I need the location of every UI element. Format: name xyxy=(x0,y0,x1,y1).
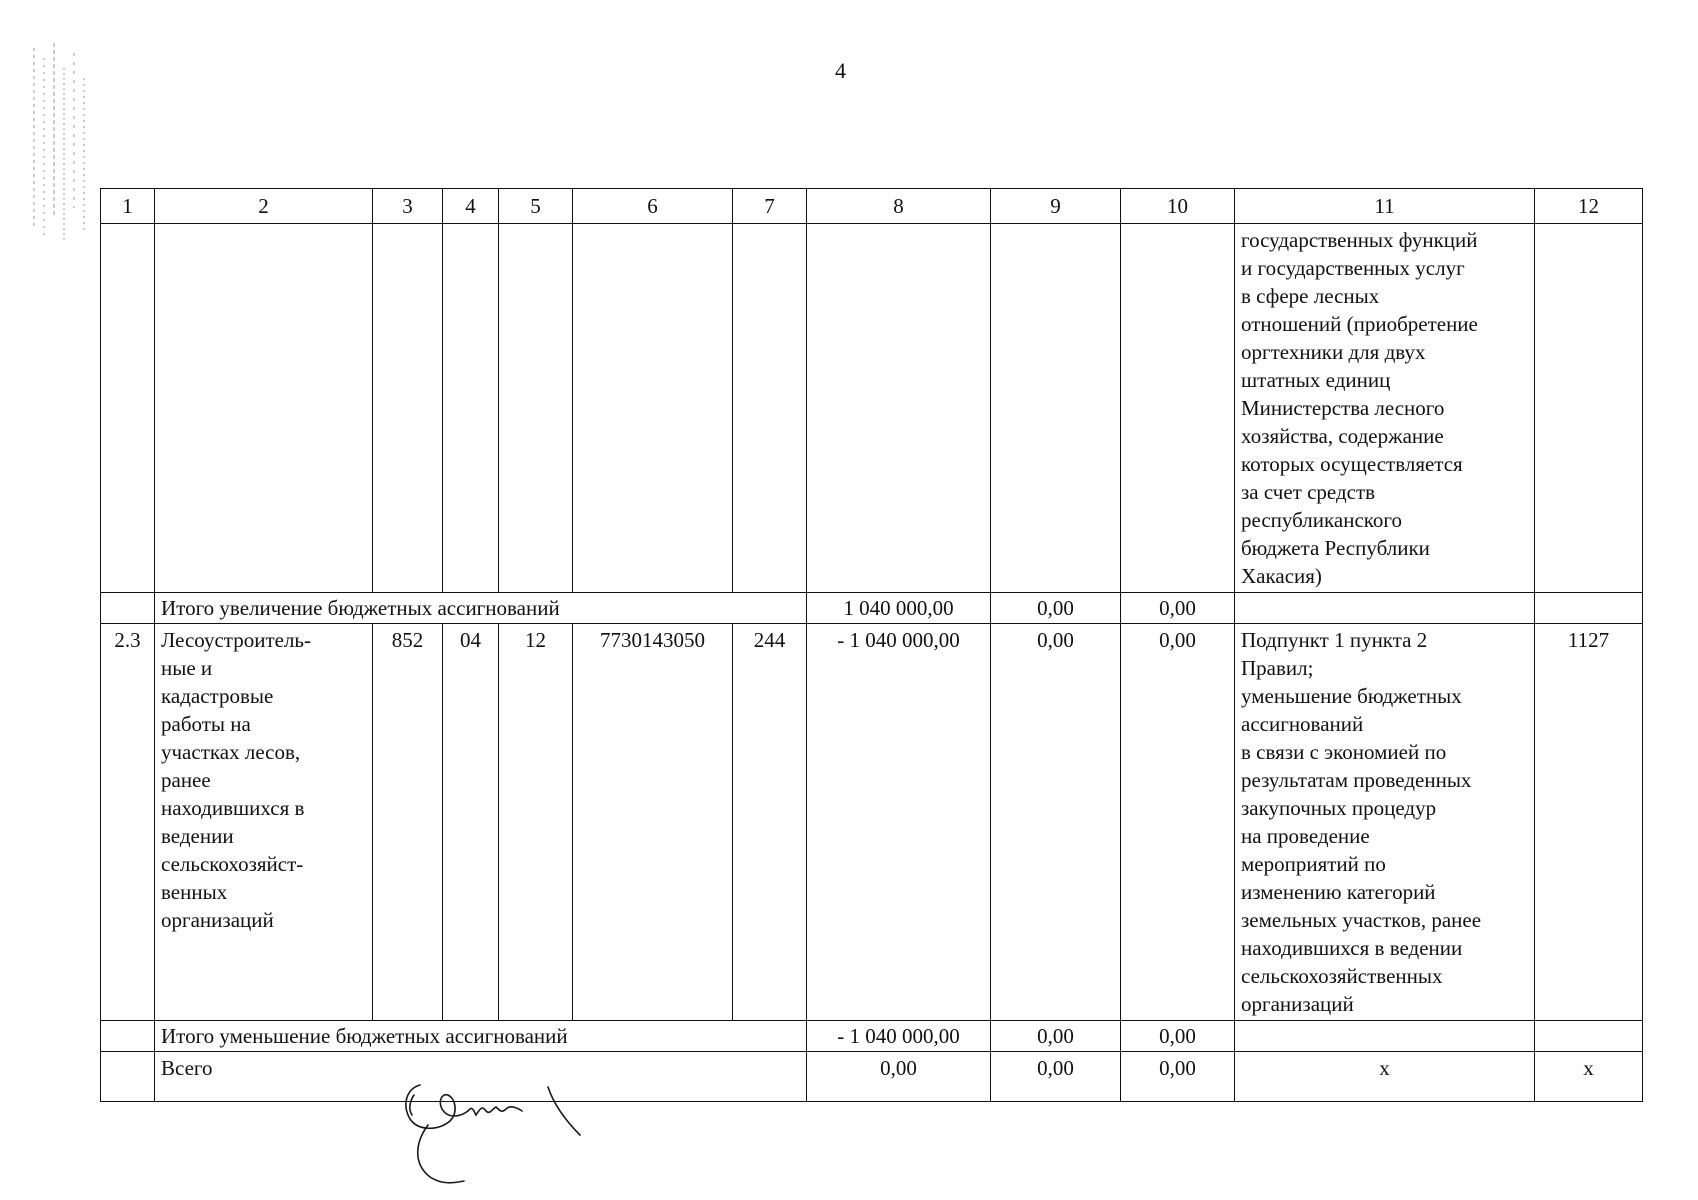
grand-total-col12: x xyxy=(1535,1052,1643,1102)
text-line: сельскохозяйст- xyxy=(161,852,304,876)
text-line: кадастровые xyxy=(161,684,274,708)
text-line: работы на xyxy=(161,712,251,736)
row-col10: 0,00 xyxy=(1121,624,1235,1021)
text-line: Министерства лесного xyxy=(1241,396,1445,420)
grand-total-col9: 0,00 xyxy=(991,1052,1121,1102)
text-line: находившихся в xyxy=(161,796,305,820)
grand-total-col11: x xyxy=(1235,1052,1535,1102)
continued-description xyxy=(1235,224,1535,593)
row-col7: 244 xyxy=(733,624,807,1021)
text-line: сельскохозяйственных xyxy=(1241,964,1443,988)
budget-table xyxy=(100,188,1643,1102)
total-decrease-col9: 0,00 xyxy=(991,1021,1121,1052)
total-decrease-row xyxy=(101,1021,1643,1052)
text-line: организаций xyxy=(1241,992,1354,1016)
total-decrease-col10: 0,00 xyxy=(1121,1021,1235,1052)
row-number: 2.3 xyxy=(101,624,155,1021)
row-col9: 0,00 xyxy=(991,624,1121,1021)
header-cell: 12 xyxy=(1535,189,1643,224)
text-line: штатных единиц xyxy=(1241,368,1391,392)
header-cell: 11 xyxy=(1235,189,1535,224)
row-col8: - 1 040 000,00 xyxy=(807,624,991,1021)
text-line: оргтехники для двух xyxy=(1241,340,1426,364)
text-line: и государственных услуг xyxy=(1241,256,1465,280)
text-line: результатам проведенных xyxy=(1241,768,1472,792)
text-line: изменению категорий xyxy=(1241,880,1436,904)
text-line: венных xyxy=(161,880,228,904)
text-line: Подпункт 1 пункта 2 xyxy=(1241,628,1428,652)
total-increase-col8: 1 040 000,00 xyxy=(807,593,991,624)
text-line: республиканского xyxy=(1241,508,1402,532)
total-increase-col10: 0,00 xyxy=(1121,593,1235,624)
header-cell: 10 xyxy=(1121,189,1235,224)
text-line: уменьшение бюджетных xyxy=(1241,684,1462,708)
text-line: земельных участков, ранее xyxy=(1241,908,1482,932)
grand-total-label: Всего xyxy=(155,1052,807,1102)
continued-row xyxy=(101,224,1643,593)
row-item-name xyxy=(155,624,373,1021)
header-cell: 9 xyxy=(991,189,1121,224)
text-line: ные и xyxy=(161,656,213,680)
handwritten-signature xyxy=(398,1065,638,1195)
text-line: ведении xyxy=(161,824,234,848)
text-line: в связи с экономией по xyxy=(1241,740,1447,764)
header-cell: 6 xyxy=(573,189,733,224)
header-cell: 8 xyxy=(807,189,991,224)
table-row-2-3 xyxy=(101,624,1643,1021)
page-number: 4 xyxy=(835,58,846,83)
row-col6: 7730143050 xyxy=(573,624,733,1021)
header-cell: 4 xyxy=(443,189,499,224)
grand-total-col8: 0,00 xyxy=(807,1052,991,1102)
text-line: в сфере лесных xyxy=(1241,284,1380,308)
text-line: за счет средств xyxy=(1241,480,1376,504)
header-cell: 7 xyxy=(733,189,807,224)
text-line: мероприятий по xyxy=(1241,852,1386,876)
text-line: закупочных процедур xyxy=(1241,796,1437,820)
row-col12: 1127 xyxy=(1535,624,1643,1021)
text-line: государственных функций xyxy=(1241,228,1478,252)
text-line: хозяйства, содержание xyxy=(1241,424,1444,448)
text-line: находившихся в ведении xyxy=(1241,936,1463,960)
text-line: Хакасия) xyxy=(1241,564,1322,588)
text-line: Правил; xyxy=(1241,656,1314,680)
grand-total-row xyxy=(101,1052,1643,1102)
total-increase-col9: 0,00 xyxy=(991,593,1121,624)
text-line: участках лесов, xyxy=(161,740,301,764)
text-line: которых осуществляется xyxy=(1241,452,1463,476)
row-col4: 04 xyxy=(443,624,499,1021)
total-decrease-col8: - 1 040 000,00 xyxy=(807,1021,991,1052)
text-line: Лесоустроитель- xyxy=(161,628,312,652)
side-stamp-marks xyxy=(24,38,94,248)
header-cell: 5 xyxy=(499,189,573,224)
text-line: отношений (приобретение xyxy=(1241,312,1478,336)
total-increase-row xyxy=(101,593,1643,624)
row-col5: 12 xyxy=(499,624,573,1021)
header-cell: 1 xyxy=(101,189,155,224)
header-cell: 2 xyxy=(155,189,373,224)
header-cell: 3 xyxy=(373,189,443,224)
total-increase-label: Итого увеличение бюджетных ассигнований xyxy=(155,593,807,624)
text-line: бюджета Республики xyxy=(1241,536,1430,560)
total-decrease-label: Итого уменьшение бюджетных ассигнований xyxy=(155,1021,807,1052)
header-row xyxy=(101,189,1643,224)
grand-total-col10: 0,00 xyxy=(1121,1052,1235,1102)
text-line: ассигнований xyxy=(1241,712,1364,736)
text-line: ранее xyxy=(161,768,211,792)
text-line: организаций xyxy=(161,908,274,932)
row-col3: 852 xyxy=(373,624,443,1021)
row-description xyxy=(1235,624,1535,1021)
text-line: на проведение xyxy=(1241,824,1370,848)
